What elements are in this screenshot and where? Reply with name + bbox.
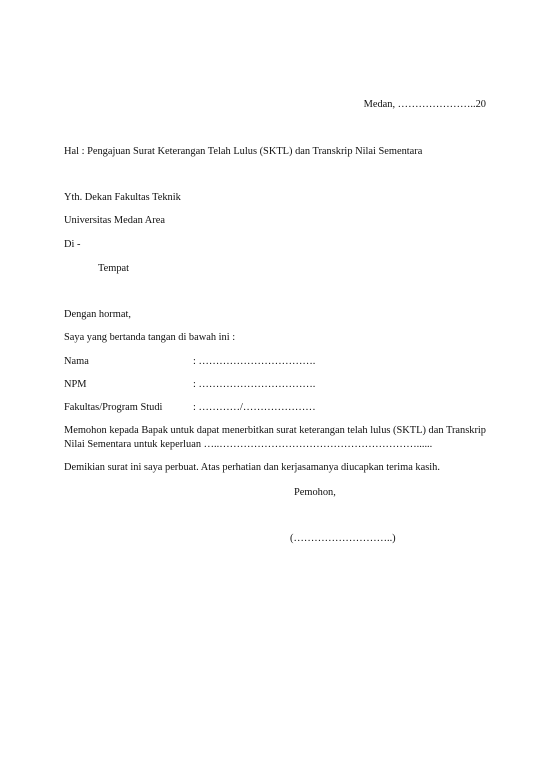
closing-paragraph: Demikian surat ini saya perbuat. Atas perhatian dan kerjasamanya diucapkan terima kasih. bbox=[64, 462, 440, 473]
field-label-npm: NPM bbox=[64, 379, 87, 390]
recipient-title: Yth. Dekan Fakultas Teknik bbox=[64, 192, 181, 203]
field-label-fakultas: Fakultas/Program Studi bbox=[64, 402, 163, 413]
request-paragraph: Memohon kepada Bapak untuk dapat menerbitkan surat keterangan telah lulus (SKTL) dan Transkrip Nilai Sementara untuk keperluan …..…………………………………………………...... bbox=[64, 425, 486, 450]
subject-line: Hal : Pengajuan Surat Keterangan Telah Lulus (SKTL) dan Transkrip Nilai Sementara bbox=[64, 146, 423, 157]
signature-line: (………………………..) bbox=[290, 533, 396, 544]
field-value-fakultas: : …………/………………… bbox=[193, 402, 316, 413]
recipient-place: Tempat bbox=[98, 263, 130, 274]
date-line: Medan, …………………..20 bbox=[363, 99, 486, 110]
field-label-nama: Nama bbox=[64, 356, 89, 367]
recipient-institution: Universitas Medan Area bbox=[64, 215, 165, 226]
applicant-label: Pemohon, bbox=[294, 487, 336, 498]
field-value-npm: : ……………………………. bbox=[193, 379, 316, 390]
intro-text: Saya yang bertanda tangan di bawah ini : bbox=[64, 332, 236, 343]
greeting: Dengan hormat, bbox=[64, 309, 131, 320]
field-value-nama: : ……………………………. bbox=[193, 356, 316, 367]
recipient-di: Di - bbox=[64, 239, 81, 250]
